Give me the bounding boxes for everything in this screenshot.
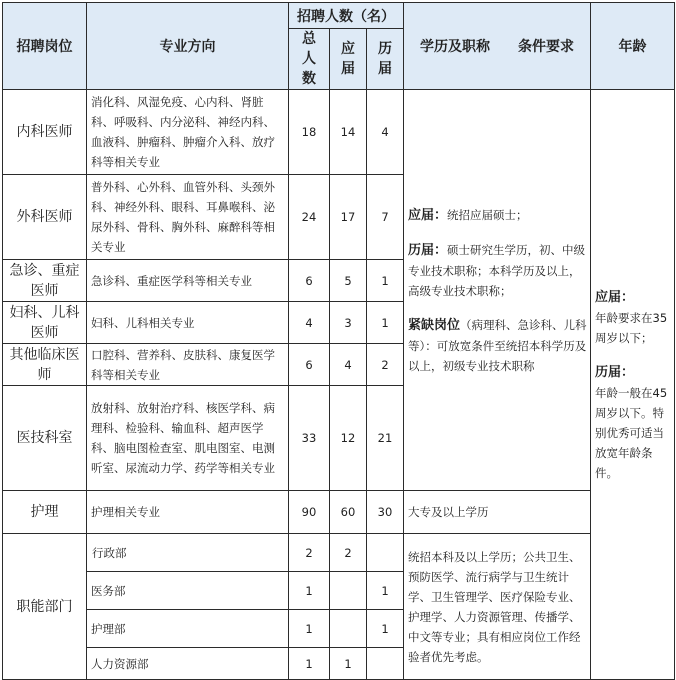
- total-cell: 4: [289, 302, 330, 344]
- total-cell: 90: [289, 491, 330, 534]
- total-cell: 24: [289, 175, 330, 260]
- past-cell: 1: [367, 610, 404, 648]
- position-cell: 急诊、重症医师: [3, 260, 87, 302]
- table-row: [3, 90, 675, 175]
- shortage-label: 紧缺岗位: [408, 317, 461, 333]
- past-cell: 1: [367, 302, 404, 344]
- specialty-cell: 医务部: [87, 572, 289, 610]
- nursing-requirement-cell: 大专及以上学历: [404, 491, 591, 534]
- past-cell: [367, 534, 404, 572]
- total-cell: 1: [289, 648, 330, 680]
- fresh-cell: 14: [330, 90, 367, 175]
- header-past: 历届: [367, 29, 404, 90]
- specialty-cell: 护理部: [87, 610, 289, 648]
- past-cell: 21: [367, 386, 404, 491]
- position-cell: 护理: [3, 491, 87, 534]
- recruitment-table: [2, 2, 675, 680]
- total-cell: 1: [289, 572, 330, 610]
- past-cell: 4: [367, 90, 404, 175]
- fresh-cell: 5: [330, 260, 367, 302]
- age-past-label: 历届：: [595, 364, 635, 380]
- position-cell: 其他临床医师: [3, 344, 87, 386]
- fresh-cell: 60: [330, 491, 367, 534]
- past-cell: [367, 648, 404, 680]
- table-row: [3, 491, 675, 534]
- table-row: [3, 534, 675, 572]
- fresh-cell: 4: [330, 344, 367, 386]
- specialty-cell: 急诊科、重症医学科等相关专业: [87, 260, 289, 302]
- past-requirement: 硕士研究生学历，初、中级专业技术职称；本科学历及以上，高级专业技术职称；: [408, 242, 586, 298]
- position-cell: 职能部门: [3, 534, 87, 680]
- specialty-cell: 口腔科、营养科、皮肤科、康复医学科等相关专业: [87, 344, 289, 386]
- past-cell: 30: [367, 491, 404, 534]
- functional-requirements-cell: 统招本科及以上学历；公共卫生、预防医学、流行病学与卫生统计学、卫生管理学、医疗保险专业、护理学、人力资源管理、传播学、中文等专业；具有相应岗位工作经验者优先考虑。: [404, 534, 591, 680]
- header-requirements: 学历及职称 条件要求: [404, 3, 591, 90]
- position-cell: 内科医师: [3, 90, 87, 175]
- fresh-cell: 2: [330, 534, 367, 572]
- fresh-cell: 3: [330, 302, 367, 344]
- fresh-cell: 1: [330, 648, 367, 680]
- specialty-cell: 消化科、风湿免疫、心内科、肾脏科、呼吸科、内分泌科、神经内科、血液科、肿瘤科、肿瘤介入科、放疗科等相关专业: [87, 90, 289, 175]
- past-cell: 1: [367, 260, 404, 302]
- age-fresh-label: 应届：: [595, 289, 635, 305]
- fresh-cell: 12: [330, 386, 367, 491]
- header-age: 年龄: [591, 3, 675, 90]
- header-position: 招聘岗位: [3, 3, 87, 90]
- total-cell: 2: [289, 534, 330, 572]
- specialty-cell: 普外科、心外科、血管外科、头颈外科、神经外科、眼科、耳鼻喉科、泌尿外科、骨科、胸外科、麻醉科等相关专业: [87, 175, 289, 260]
- total-cell: 6: [289, 260, 330, 302]
- fresh-cell: [330, 610, 367, 648]
- header-fresh: 应届: [330, 29, 367, 90]
- specialty-cell: 妇科、儿科相关专业: [87, 302, 289, 344]
- header-recruit-count: 招聘人数（名）: [289, 3, 404, 29]
- header-specialty: 专业方向: [87, 3, 289, 90]
- fresh-cell: 17: [330, 175, 367, 260]
- age-requirements-cell: [591, 90, 675, 680]
- position-cell: 医技科室: [3, 386, 87, 491]
- fresh-requirement: 统招应届硕士；: [447, 207, 528, 222]
- header-total: 总人数: [289, 29, 330, 90]
- position-cell: 妇科、儿科医师: [3, 302, 87, 344]
- total-cell: 33: [289, 386, 330, 491]
- total-cell: 1: [289, 610, 330, 648]
- past-cell: 1: [367, 572, 404, 610]
- specialty-cell: 人力资源部: [87, 648, 289, 680]
- total-cell: 18: [289, 90, 330, 175]
- past-cell: 7: [367, 175, 404, 260]
- fresh-cell: [330, 572, 367, 610]
- total-cell: 6: [289, 344, 330, 386]
- specialty-cell: 放射科、放射治疗科、核医学科、病理科、检验科、输血科、超声医学科、脑电图检查室、肌电图室、电测听室、尿流动力学、药学等相关专业: [87, 386, 289, 491]
- age-fresh-text: 年龄要求在35周岁以下；: [595, 310, 668, 345]
- shortage-requirement: （病理科、急诊科、儿科等）：可放宽条件至统招本科学历及以上，初级专业技术职称: [408, 317, 587, 373]
- past-cell: 2: [367, 344, 404, 386]
- specialty-cell: 行政部: [87, 534, 289, 572]
- clinical-requirements-cell: [404, 90, 591, 491]
- specialty-cell: 护理相关专业: [87, 491, 289, 534]
- fresh-label: 应届：: [408, 207, 448, 223]
- age-past-text: 年龄一般在45周岁以下。特别优秀可适当放宽年龄条件。: [595, 385, 668, 480]
- position-cell: 外科医师: [3, 175, 87, 260]
- past-label: 历届：: [408, 242, 448, 258]
